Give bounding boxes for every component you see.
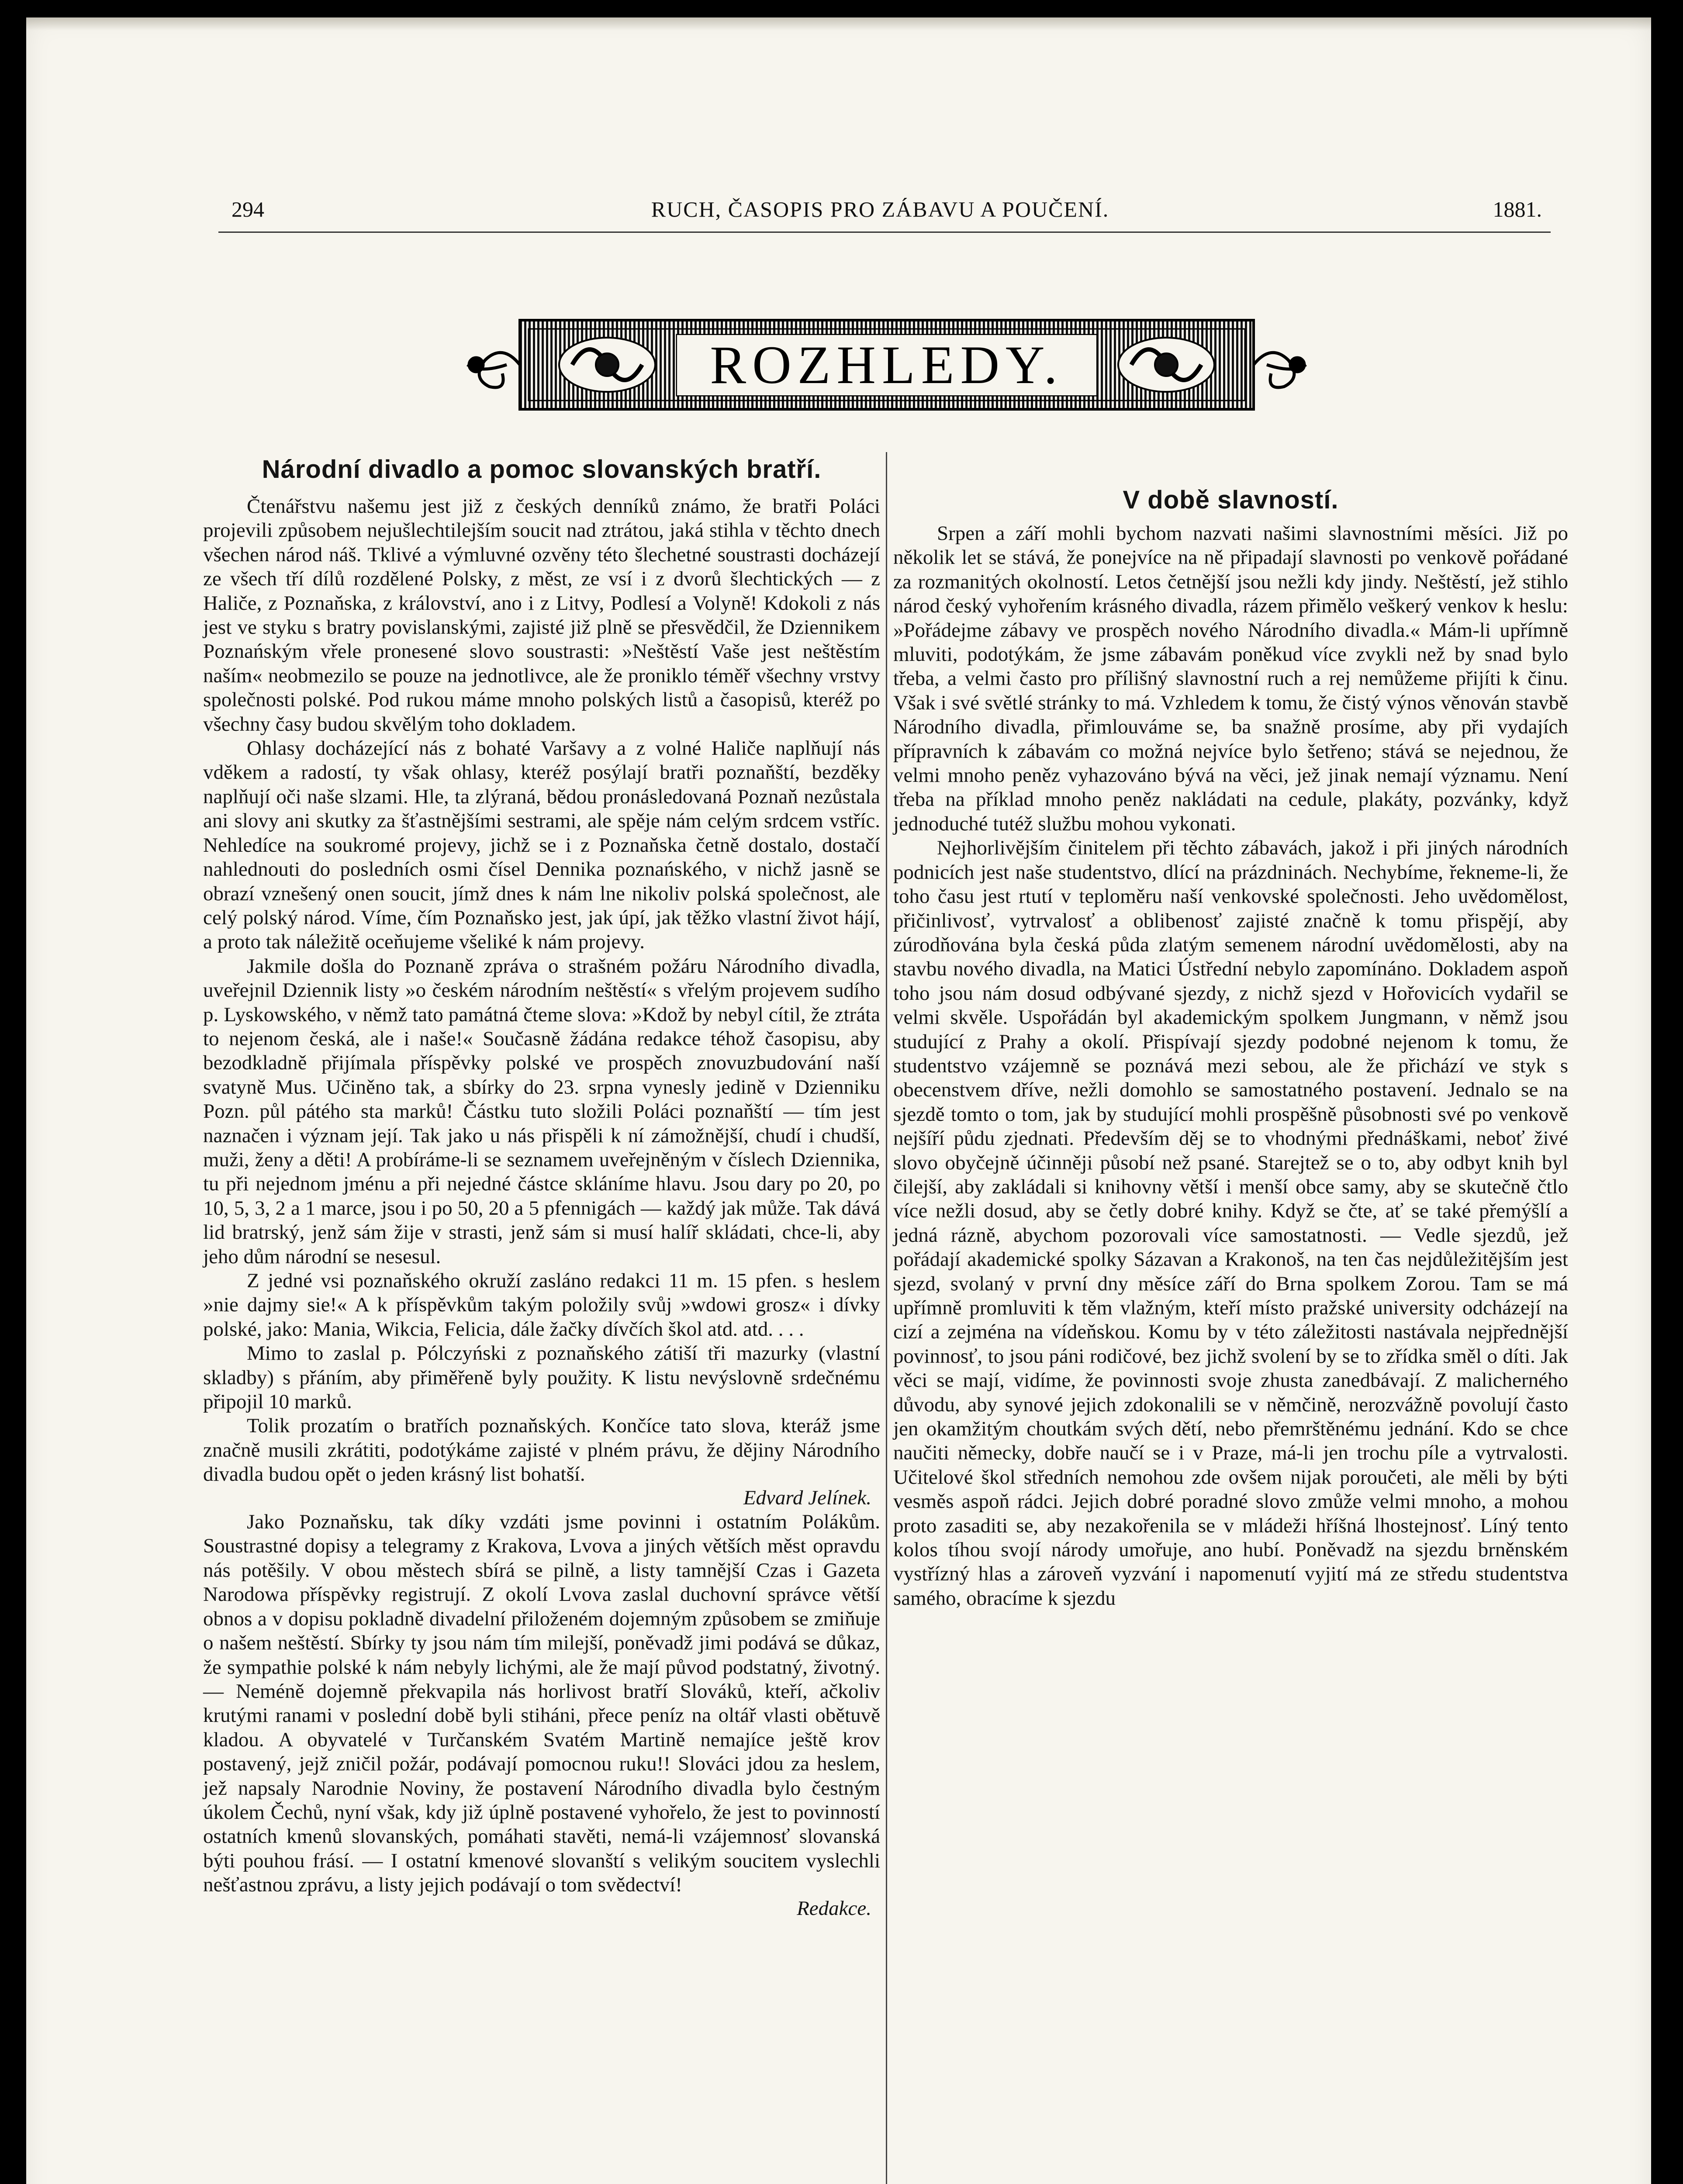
column-divider [886, 452, 887, 2184]
publication-title: RUCH, ČASOPIS PRO ZÁBAVU A POUČENÍ. [651, 197, 1109, 221]
year: 1881. [1493, 197, 1542, 221]
section-banner [459, 308, 1315, 422]
author-signature: Edvard Jelínek. [743, 1486, 871, 1509]
article-heading-national-theatre: Národní divadlo a pomoc slovanských bratří. [262, 455, 822, 484]
page-number: 294 [232, 197, 264, 221]
paragraph: Jako Poznaňsku, tak díky vzdáti jsme povinni i ostatním Polákům. Soustrastné dopisy a telegramy z Krakova, Lvova a jiných větších měst opravdu nás potěšily. V obou městech sbírá se pilně, a listy tamnější Czas i Gazeta Narodowa příspěvky registrují. Z okolí Lvova zaslal duchovní správce větší obnos a v dopisu pokladně divadelní přiloženém dojemným způsobem se zmiňuje o našem neštěstí. Sbírky ty jsou nám tím milejší, poněvadž jimi podává se důkaz, že sympathie polské k nám nebyly lichými, ale že mají původ podstatný, životný. — Neméně dojemně překvapila nás horlivost bratří Slováků, kteří, ačkoliv krutými ranami v poslední době byli stiháni, přece peníz na oltář vlasti obětuvě kladou. A obyvatelé v Turčanském Svatém Martině nemajíce ještě krov postavený, jejž zničil požár, podávají pomocnou ruku!! Slováci jdou za heslem, jež napsaly Narodnie Noviny, že postavení Národního divadla bylo čestným úkolem Čechů, nyní však, kdy již úplně postavené vyhořelo, že jest to povinností ostatních kmenů slovanských, pomáhati stavěti, nemá-li vzájemnosť slovanská býti pouhou frásí. — I ostatní kmenové slovanští s velikým soucitem vyslechli nešťastnou zprávu, a listy jejich podávají o tom svědectví! [203, 1510, 880, 1897]
page-sheet [26, 17, 1651, 2184]
paragraph: Nejhorlivějším činitelem při těchto zábavách, jakož i při jiných národních podnicích jest naše studentstvo, dlící na prázdninách. Nechybíme, řekneme-li, že toho času jest rtutí v teploměru naší venkovské společnosti. Jeho uvědomělost, přičinlivosť, vytrvalosť a oblibenosť zajisté značně k tomu přispějí, aby zúrodňována byla česká půda zlatým semenem národní uvědomělosti, aby na stavbu nového divadla, na Matici Ústřední nebylo zapomínáno. Dokladem aspoň toho jsou nám dosud odbývané sjezdy, z nichž sjezd v Hořovicích vydařil se velmi skvěle. Uspořádán byl akademickým spolkem Jungmann, v němž jsou studující z Prahy a okolí. Přispívají sjezdy podobné nejenom k tomu, že studentstvo vzájemně se poznává mezi sebou, ale že přichází ve styk s obecenstvem dříve, nežli domohlo se samostatného postavení. Jednalo se na sjezdě tomto o tom, jak by studující mohli prospěšně působnosti své po venkově nejšíří půdu zjednati. Především děj se to vhodnými přednáškami, neboť živé slovo obyčejně účinněji působí než psané. Starejtež se o to, aby odbyt knih byl čilejší, aby zakládali si knihovny větší i menší obce samy, aby se skutečně čtlo více nežli dosud, aby se četly dobré knihy. Když se čte, ať se také přemýšlí a jedná rázně, abychom pozorovali více samostatnosti. — Vedle sjezdů, jež pořádají akademické spolky Sázavan a Krakonoš, na ten čas nejdůležitějším jest sjezd, svolaný v první dny měsíce září do Brna spolkem Zorou. Tam se má upřímně promluviti k těm vlažným, kteří místo pražské university odcházejí na cizí a zejména na vídeňskou. Komu by v této záležitosti nastávala nejpřednější povinnosť, to jsou páni rodičové, bez jichž svolení by se to zřídka směl o díti. Jak věci se mají, vidíme, že povinnosti svoje zhusta zanedbávají. Z malicherného důvodu, aby synové jejich zdokonalili se v němčině, nerozvážně povolují často jen okamžitým choutkám svých dětí, nebo přemrštěnému jednání. Kdo se chce naučiti německy, dobře naučí se i v Praze, má-li jen trochu píle a vytrvalosti. Učitelové škol středních nemohou zde ovšem nijak poroučeti, ale měli by býti vesměs aspoň rádci. Jejich dobré poradné slovo zmůže velmi mnoho, a mohou proto zasaditi se, aby nezakořenila se v mládeži hříšná lhostejnosť. Líný tento kolos tíhou svojí národy umořuje, ano hubí. Poněvadž na sjezdu brněnském vystřízný hlas a zároveň vyzvání i napomenutí vyjití má ze středu studentstva samého, obracíme k sjezdu [893, 836, 1568, 1610]
running-head [175, 197, 1586, 227]
article-heading-festivities: V době slavností. [1123, 486, 1339, 514]
paragraph: Jakmile došla do Poznaně zpráva o strašném požáru Národního divadla, uveřejnil Dziennik listy »o českém národním neštěstí« s vřelým projevem sudího p. Lyskowského, v němž tato památná čteme slova: »Kdož by nebyl cítil, že ztráta to nejenom česká, ale i naše!« Současně žádána redakce téhož časopisu, aby bezodkladně přijímala příspěvky polské ve prospěch znovuzbudování naší svatyně Mus. Učiněno tak, a sbírky do 23. srpna vynesly jedině v Dzienniku Pozn. půl pátého sta marků! Částku tuto složili Poláci poznaňští — tím jest naznačen i význam její. Tak jako u nás přispěli k ní zámožnější, chudí i chudší, muži, ženy a děti! A probíráme-li se seznamem uveřejněným v číslech Dziennika, tu při nejednom jménu a při nejedné částce skláníme hlavu. Jsou dary po 20, po 10, 5, 3, 2 a 1 marce, jsou i po 50, 20 a 5 pfennigách — každý jak může. Tak dává lid bratrský, jenž sám žije v strasti, jenž sám si musí halíř skládati, chce-li, aby jeho dům národní se nesesul. [203, 954, 880, 1268]
paragraph: Mimo to zaslal p. Pólczyński z poznaňského zátiší tři mazurky (vlastní skladby) s přáním, aby přiměřeně byly použity. K listu nevýslovně srdečnému připojil 10 marků. [203, 1342, 880, 1413]
section-title: ROZHLEDY. [677, 335, 1096, 395]
left-column [203, 454, 880, 1921]
paragraph: Tolik prozatím o bratřích poznaňských. Končíce tato slova, kteráž jsme značně musili zkrátiti, podotýkáme zajisté v plném právu, že dějiny Národního divadla budou opět o jeden krásný list bohatší. [203, 1414, 880, 1486]
header-rule [218, 232, 1551, 233]
right-column [893, 454, 1568, 1610]
paragraph: Ohlasy docházející nás z bohaté Varšavy a z volné Haliče naplňují nás vděkem a radostí, ty však ohlasy, kteréž posýlají bratři poznaňští, bezděky naplňují oči naše slzami. Hle, ta zlýraná, bědou pronásledovaná Poznaň nezůstala ani slovy ani skutky za šťastnějšími sestrami, ale spěje nám celým srdcem vstříc. Nehledíce na soukromé projevy, jichž se i z Poznaňska četně dostalo, dostačí nahlednouti do posledních osmi čísel Dennika poznańského, v nichž jasně se obrazí vznešený onen soucit, jímž dnes k nám lne nikoliv polská společnost, ale celý polský národ. Víme, čím Poznaňsko jest, jak úpí, jak těžko vlastní život hájí, a proto tak náležitě oceňujeme všeliké k nám projevy. [203, 737, 880, 954]
paragraph: Z jedné vsi poznaňského okruží zasláno redakci 11 m. 15 pfen. s heslem »nie dajmy sie!« A k příspěvkům takým položily svůj »wdowi grosz« i dívky polské, jako: Mania, Wikcia, Felicia, dále žačky dívčích škol atd. atd. . . . [203, 1269, 880, 1341]
editor-signature: Redakce. [797, 1897, 871, 1920]
paragraph: Srpen a září mohli bychom nazvati našimi slavnostními měsíci. Již po několik let se stává, že ponejvíce na ně připadají slavnosti po venkově pořádané za rozmanitých okolností. Letos četnější jsou nežli kdy jindy. Neštěstí, jež stihlo národ český vyhořením krásného divadla, rázem přimělo veškerý venkov k heslu: »Pořádejme zábavy ve prospěch nového Národního divadla.« Mám-li upřímně mluviti, podotýkám, že jsme zábavám poněkud více zvykli než by snad bylo třeba, a velmi často pro přílišný slavnostní ruch a rej nemůžeme přijíti k činu. Však i své světlé stránky to má. Vzhledem k tomu, že čistý výnos věnován stavbě Národního divadla, přimlouváme se, ba snažně prosíme, aby při vydajích přípravních k zábavám co možná nejvíce bylo šetřeno; stává se nejednou, že velmi mnoho peněz vyhazováno bývá na věci, jež jinak nemají významu. Není třeba na příklad mnoho peněz nakládati na cedule, plakáty, pozvánky, když jednoduché tutéž službu mohou vykonati. [893, 522, 1568, 835]
paragraph: Čtenářstvu našemu jest již z českých denníků známo, že bratři Poláci projevili způsobem nejušlechtilejším soucit nad ztrátou, jaká stihla v těchto dnech všechen národ náš. Tklivé a výmluvné ozvěny této šlechetné soustrasti docházejí ze všech tří dílů rozdělené Polsky, z měst, ze vsí i z dvorů šlechtických — z Haliče, z Poznaňska, z království, ano i z Litvy, Podlesí a Volyně! Kdokoli z nás jest ve styku s bratry povislanskými, zajisté již plně se přesvědčil, že Dziennikem Poznańským vřele pronesené slovo soustrasti: »Neštěstí Vaše jest neštěstím naším« neobmezilo se pouze na jednotlivce, ale že proniklo téměř všechny vrstvy společnosti polské. Pod rukou máme mnoho polských listů a časopisů, kteréž po všechny časy budou skvělým toho dokladem. [203, 495, 880, 736]
page-edge-shadow [26, 17, 1651, 31]
